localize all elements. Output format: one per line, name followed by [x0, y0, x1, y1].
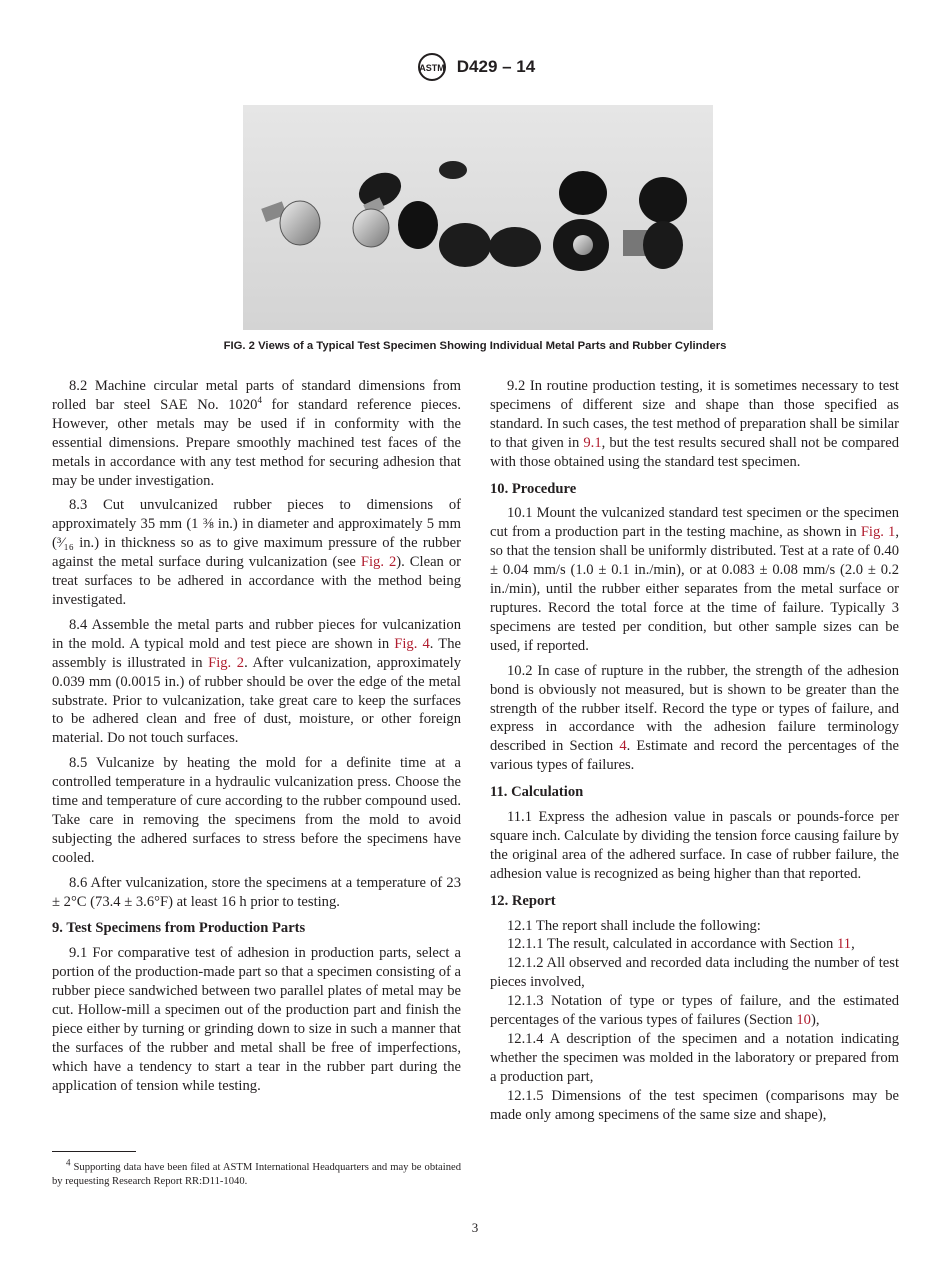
text-run: 10.1 Mount the vulcanized standard test specimen or the specimen cut from a production part in the testing machine, as shown in — [490, 505, 899, 541]
text-run: 11.1 Express the adhesion value in pascals or pounds-force per square inch. Calculate by dividing the tension force causing failure by the original area of the adhered surface. In case of rubber failure, the adhesion value is recognized as being higher than that reported. — [490, 809, 899, 882]
paragraph — [490, 504, 899, 655]
text-run: 8.3 Cut unvulcanized rubber pieces to dimensions of approximately 35 mm (1 ⅜ in.) in diameter and approximately 5 mm (³⁄₁₆ in.) in thickness so as to give maximum pressure of the rubber against the metal surface during vulcanization (see — [52, 497, 461, 571]
text-run: , but the test results secured shall not be compared with those obtained using the standard test specimen. — [490, 434, 899, 470]
paragraph — [490, 662, 899, 775]
text-run: ), — [810, 1012, 820, 1029]
text-run: 8.5 Vulcanize by heating the mold for a definite time at a controlled temperature in a hydraulic vulcanization press. Choose the time and temperature of cure according to the rubber compound used. Take care in removing the specimens from the mold to avoid subjecting the adhered surfaces to stress before the specimens have cooled. — [52, 755, 461, 866]
text-run: , — [851, 936, 855, 953]
section-heading — [490, 480, 899, 499]
text-run: for standard reference pieces. However, other metals may be used if in conformity with the essential dimensions. Prepare smoothly machined test faces of the metals in accordance with any test method for securing adhesion that may be under investigation. — [52, 396, 461, 489]
paragraph — [490, 917, 899, 936]
paragraph — [52, 496, 461, 609]
page-number: 3 — [471, 1220, 479, 1235]
cross-reference-link[interactable]: 11 — [837, 936, 852, 953]
left-column — [52, 377, 461, 1102]
cross-reference-link[interactable]: Fig. 2 — [360, 554, 397, 571]
footnote — [52, 1157, 461, 1189]
text-run: 12.1.4 A description of the specimen and a notation indicating whether the specimen was molded in the laboratory or prepared from a production part, — [490, 1031, 899, 1085]
paragraph — [52, 754, 461, 867]
text-run: 12.1.3 Notation of type or types of failure, and the estimated percentages of the various types of failures (Section — [490, 993, 899, 1029]
text-run: 12.1.1 The result, calculated in accordance with Section — [507, 936, 837, 953]
text-run: , so that the tension shall be uniformly distributed. Test at a rate of 0.40 ± 0.04 mm/s (1.0 ± 0.1 in./min), or at 0.083 ± 0.08 mm/s (2.0 ± 0.2 in./min), until the rubber either separates from the metal surface or ruptures. Record the total force at the time of failure. Typically 3 specimens are tested per condition, but other sample sizes can be used, if reported. — [490, 524, 900, 654]
paragraph — [52, 616, 461, 748]
cross-reference-link[interactable]: Fig. 1 — [860, 524, 896, 541]
paragraph — [52, 377, 461, 490]
svg-text:ASTM: ASTM — [419, 63, 445, 73]
paragraph — [490, 1087, 899, 1125]
right-column — [490, 377, 899, 1125]
cross-reference-link[interactable]: Fig. 4 — [394, 635, 430, 652]
text-run: 10. Procedure — [490, 480, 577, 497]
text-run: 11. Calculation — [490, 784, 584, 801]
figure-caption: FIG. 2 Views of a Typical Test Specimen Showing Individual Metal Parts and Rubber Cylinders — [223, 340, 727, 352]
text-run: 10.2 In case of rupture in the rubber, the strength of the adhesion bond is obviously not measured, but is shown to be greater than the strength of the rubber itself. Record the type or types of failure, and express in accordance with the adhesion failure terminology described in Section — [490, 662, 899, 755]
section-heading — [490, 892, 899, 911]
text-run: 8.4 Assemble the metal parts and rubber pieces for vulcanization in the mold. A typical mold and test piece are shown in — [52, 616, 461, 652]
text-run: . After vulcanization, approximately 0.039 mm (0.0015 in.) of rubber should be over the edge of the metal substrate. Prior to vulcanization, take great care to keep the surfaces to be adhered clean and free of dust, moisture, or other foreign material. Do not touch surfaces. — [52, 654, 461, 747]
document-designation: D429 – 14 — [456, 57, 536, 76]
specimen-photo — [243, 105, 713, 330]
text-run: ). Clean or treat surfaces to be adhered in accordance with the method being investigated. — [52, 554, 461, 608]
text-run: 12.1.2 All observed and recorded data including the number of test pieces involved, — [490, 955, 899, 991]
text-run: 12.1.5 Dimensions of the test specimen (comparisons may be made only among specimens of the same size and shape), — [490, 1087, 899, 1123]
paragraph — [52, 874, 461, 912]
paragraph — [490, 1030, 899, 1087]
footnote-reference: 4 — [257, 395, 262, 406]
text-run: 8.6 After vulcanization, store the specimens at a temperature of 23 ± 2°C (73.4 ± 3.6°F) at least 16 h prior to testing. — [52, 874, 461, 910]
footnote-text: Supporting data have been filed at ASTM International Headquarters and may be obtained by requesting Research Report RR:D11-1040. — [52, 1162, 461, 1187]
paragraph — [490, 808, 899, 884]
text-run: 9. Test Specimens from Production Parts — [52, 920, 306, 937]
cross-reference-link[interactable]: 10 — [796, 1012, 811, 1029]
cross-reference-link[interactable]: 9.1 — [583, 434, 602, 451]
text-run: 9.2 In routine production testing, it is sometimes necessary to test specimens of different size and shape than those specified as standard. In such cases, the test method of preparation shall be similar to that given in — [490, 378, 899, 451]
footnote-mark: 4 — [66, 1157, 71, 1168]
paragraph — [490, 377, 899, 472]
text-run: 12.1 The report shall include the following: — [507, 917, 761, 934]
paragraph — [490, 992, 899, 1030]
footnote-divider — [52, 1151, 136, 1152]
paragraph — [490, 954, 899, 992]
text-run: 9.1 For comparative test of adhesion in production parts, select a portion of the production-made part so that a specimen consisting of a rubber piece sandwiched between two parallel plates of metal may be cut. Hollow-mill a specimen out of the production part and finish the piece either by turning or grinding down to size in such a manner that the surfaces of the rubber and metal shall be free of imperfections, which have a tendency to start a tear in the rubber part during the application of tension while testing. — [52, 945, 461, 1094]
text-run: . The assembly is illustrated in — [52, 635, 461, 671]
cross-reference-link[interactable]: 4 — [619, 738, 627, 755]
cross-reference-link[interactable]: Fig. 2 — [208, 654, 245, 671]
text-run: 12. Report — [490, 892, 556, 909]
section-heading — [490, 783, 899, 802]
text-run: . Estimate and record the percentages of the various types of failures. — [490, 738, 899, 774]
paragraph — [52, 944, 461, 1095]
section-heading — [52, 919, 461, 938]
paragraph — [490, 935, 899, 954]
page-header — [0, 52, 950, 87]
text-run: 8.2 Machine circular metal parts of standard dimensions from rolled bar steel SAE No. 1020 — [52, 378, 461, 413]
astm-logo-icon — [415, 52, 449, 82]
